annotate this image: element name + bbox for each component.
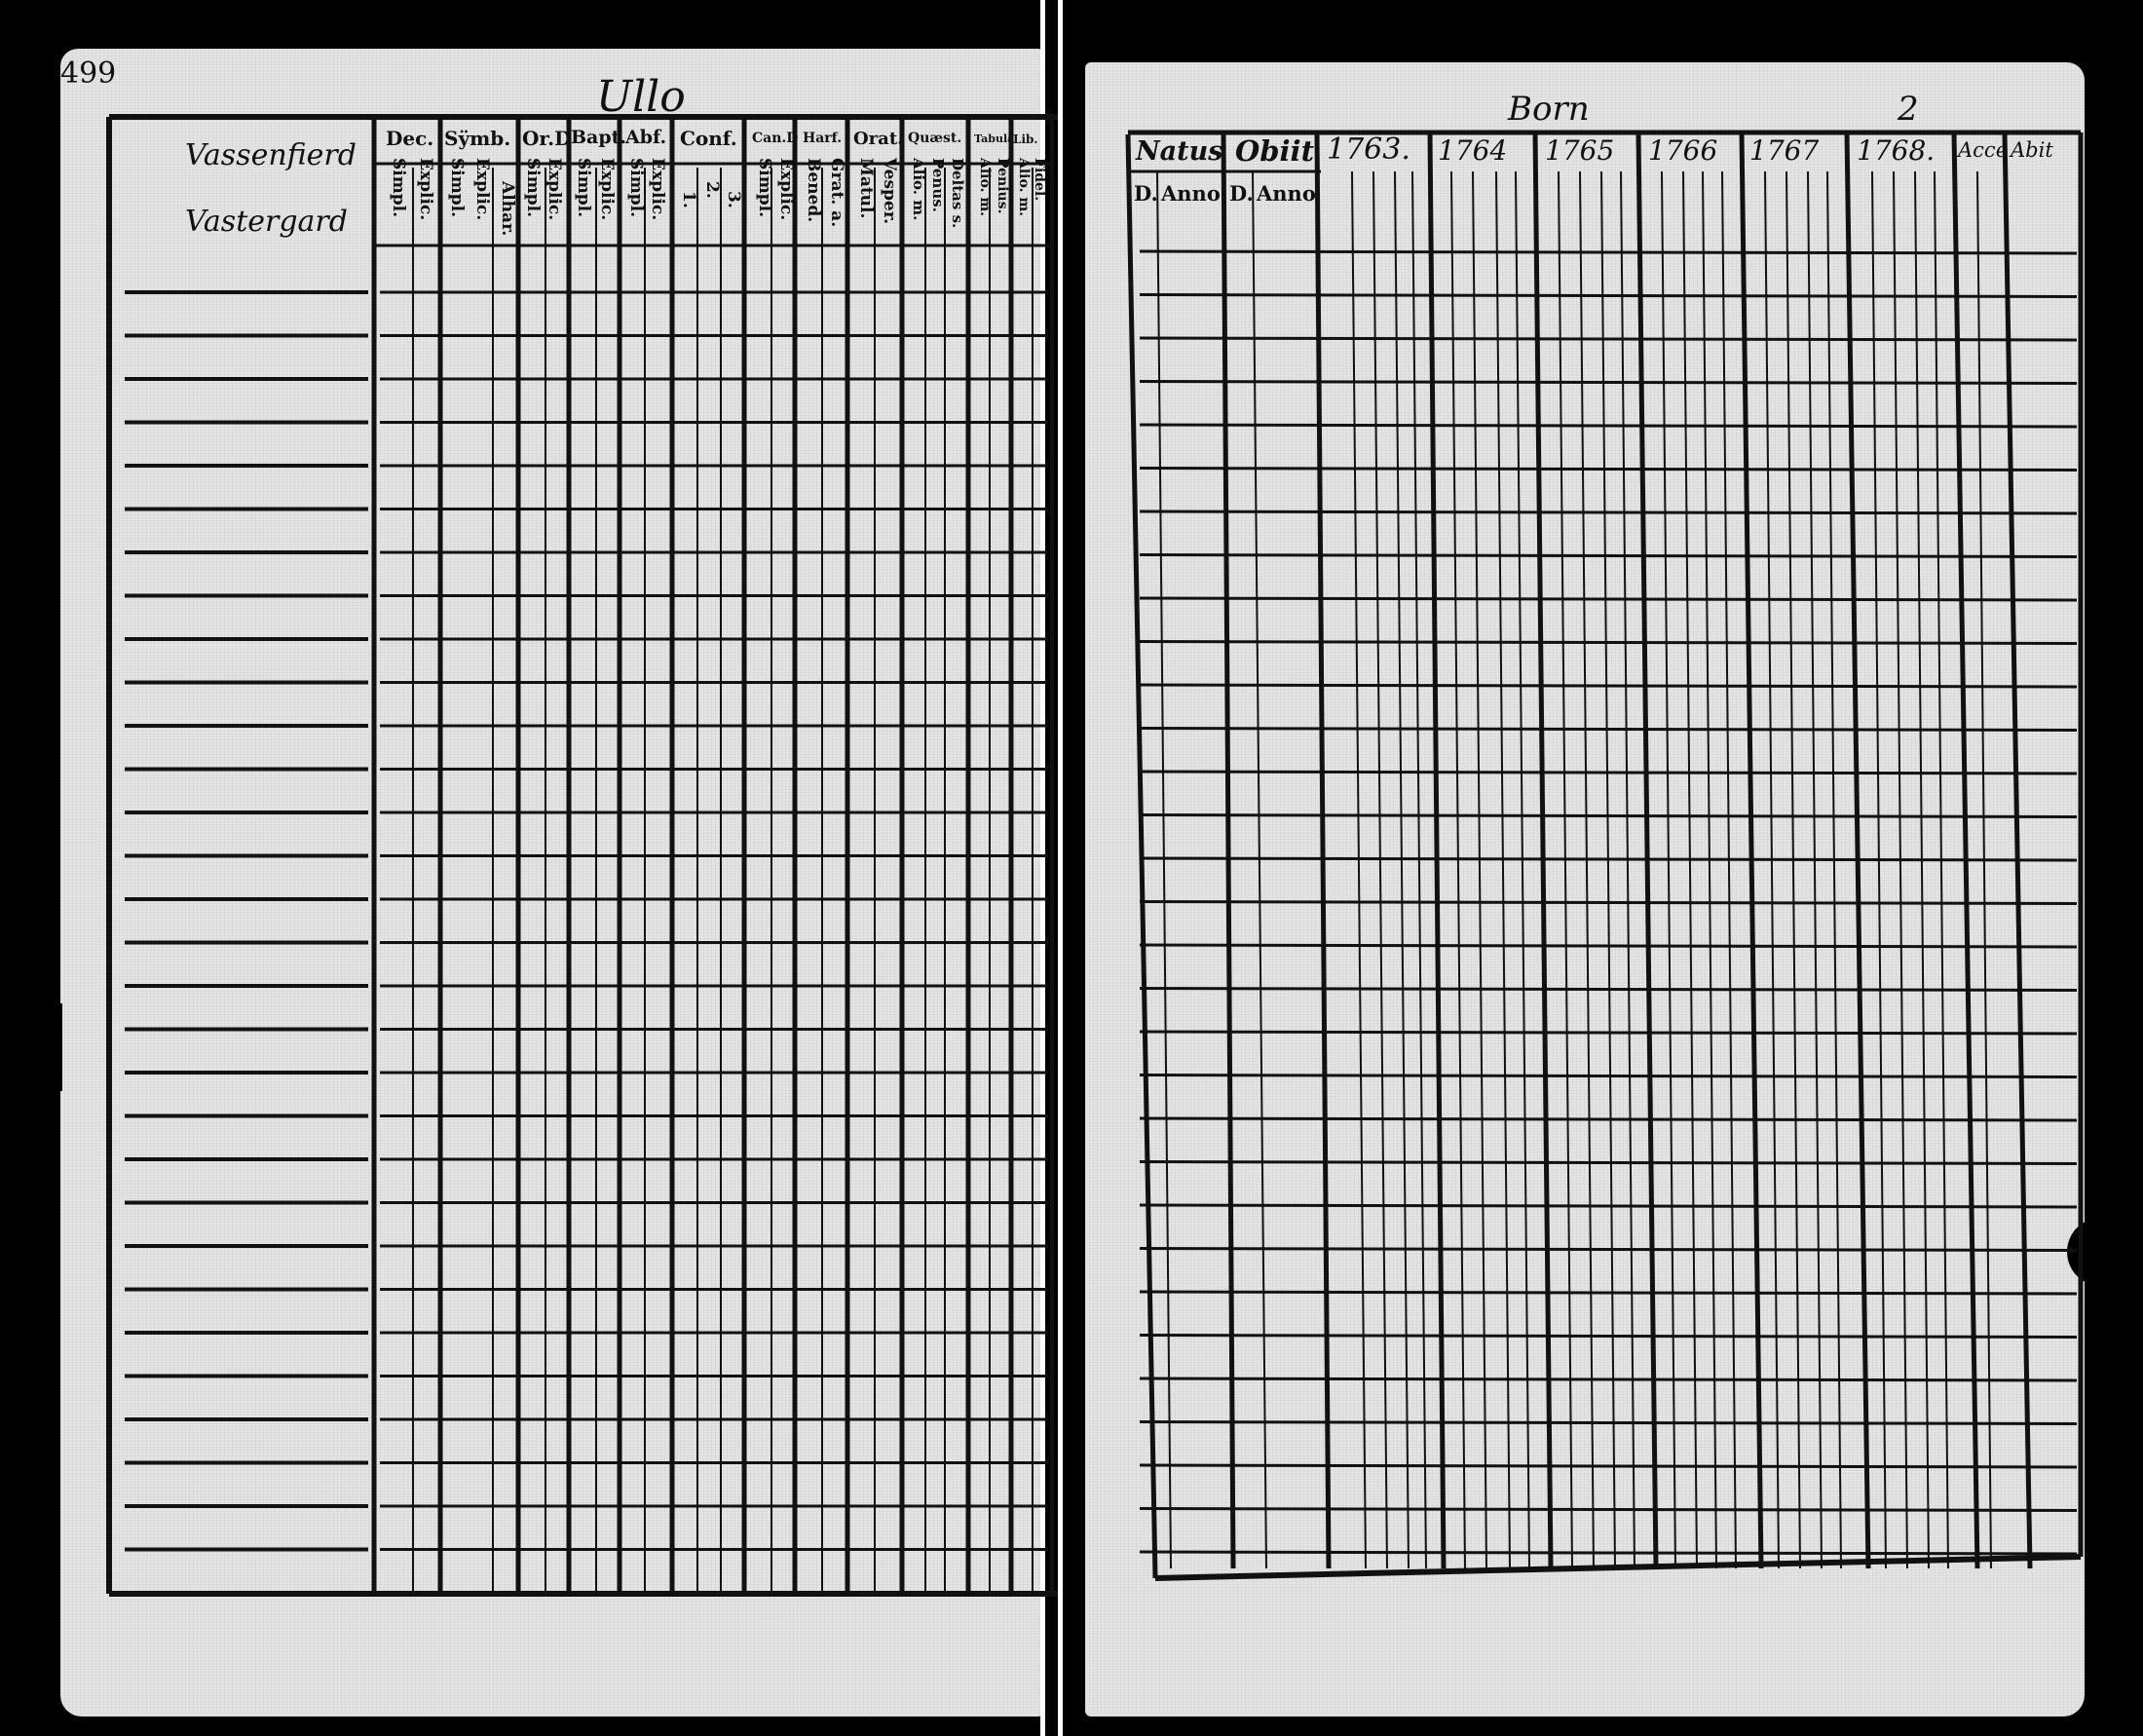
sub-label: 1.	[679, 191, 698, 208]
row-rule	[1140, 1336, 2077, 1338]
column-header: Or.D	[522, 127, 572, 150]
row-rule	[1140, 251, 2077, 253]
sub-label: Anno	[1161, 181, 1221, 206]
column-rule	[1847, 132, 1868, 1568]
row-rule	[1140, 382, 2077, 384]
sub-label: Alio. m.	[977, 158, 993, 217]
column-rule	[1317, 132, 1329, 1568]
column-rule-minor	[1683, 171, 1697, 1568]
column-header: Dec.	[386, 127, 434, 150]
row-rule	[1140, 1118, 2077, 1120]
row-rule	[1140, 902, 2077, 904]
column-header: 1764	[1438, 134, 1508, 167]
row-rule	[1140, 945, 2077, 947]
header-handwriting: Born	[1508, 90, 1590, 129]
column-rule-minor	[1722, 171, 1736, 1568]
column-header: Conf.	[680, 127, 737, 150]
sub-label: Simpl.	[447, 158, 467, 217]
sub-label: Simpl.	[389, 158, 408, 217]
column-header: 1768.	[1857, 134, 1936, 167]
column-header: Natus	[1136, 136, 1223, 167]
column-rule	[1742, 132, 1761, 1568]
header-handwriting: Ullo	[596, 72, 686, 122]
column-header: Tabula	[974, 132, 1015, 145]
column-rule	[2005, 132, 2030, 1568]
sub-label: Simpl.	[523, 158, 543, 217]
sub-label: Explic.	[648, 158, 667, 221]
column-header: Can.D	[752, 131, 799, 146]
column-header: Abf.	[625, 127, 667, 148]
row-rule	[1140, 425, 2077, 427]
column-rule	[1954, 132, 1977, 1568]
column-rule-minor	[1935, 171, 1948, 1568]
row-rule	[1140, 1509, 2077, 1511]
sub-label: D.	[1229, 181, 1254, 206]
column-header: Bapt.	[571, 127, 627, 148]
place-name: Vassenfierd	[185, 138, 357, 172]
sub-label: Explic.	[416, 158, 435, 221]
sub-label: Fidel.	[1032, 158, 1047, 202]
place-name: Vastergard	[185, 205, 348, 239]
sub-label: Simpl.	[755, 158, 774, 217]
row-rule	[1140, 989, 2077, 991]
column-header: Lib.	[1013, 132, 1038, 146]
page-number: 499	[60, 57, 117, 91]
row-rule	[1140, 729, 2077, 731]
sub-label: Deltas s.	[949, 158, 966, 229]
row-rule	[1140, 1465, 2077, 1467]
column-header: Abit	[2011, 138, 2053, 162]
sub-label: Anno	[1257, 181, 1316, 206]
column-header: 1763.	[1327, 132, 1410, 167]
column-header: Orat.	[853, 129, 904, 149]
row-rule	[1140, 1162, 2077, 1164]
sub-label: Simpl.	[574, 158, 593, 217]
sub-label: Penius.	[995, 158, 1010, 214]
column-header: Quæst.	[908, 131, 962, 146]
sub-label: Bened.	[804, 158, 823, 223]
column-header: Sÿmb.	[444, 127, 511, 150]
row-rule	[1140, 1378, 2077, 1380]
corner-mark: 2	[1898, 90, 1919, 129]
sub-label: Vesper.	[880, 158, 899, 225]
row-rule	[1140, 815, 2077, 817]
table-border	[1155, 1557, 2081, 1578]
sub-label: Explic.	[545, 158, 564, 221]
sub-label: Penus.	[929, 158, 947, 212]
column-header: Acce	[1958, 138, 2009, 162]
row-rule	[1140, 1422, 2077, 1424]
row-rule	[1140, 1552, 2077, 1554]
row-rule	[1140, 511, 2077, 513]
sub-label: Alio. m.	[910, 158, 927, 221]
column-header: 1767	[1749, 134, 1820, 167]
sub-label: 2.	[702, 181, 722, 199]
sub-label: Explic.	[472, 158, 492, 221]
column-rule-minor	[1703, 171, 1716, 1568]
column-rule-minor	[1872, 171, 1886, 1568]
column-rule	[1430, 132, 1444, 1568]
column-header: 1765	[1545, 134, 1615, 167]
column-rule	[1223, 132, 1233, 1568]
row-rule	[1140, 598, 2077, 600]
row-rule	[1140, 1205, 2077, 1207]
row-rule	[1140, 1032, 2077, 1034]
sub-label: Matul.	[856, 158, 876, 219]
table-border	[1128, 134, 1155, 1578]
row-rule	[1140, 295, 2077, 297]
sub-label: Alio. m.	[1016, 158, 1032, 217]
row-rule	[1140, 1076, 2077, 1077]
column-rule-minor	[1808, 171, 1822, 1568]
column-rule-minor	[1786, 171, 1800, 1568]
sub-label: Explic.	[597, 158, 617, 221]
column-rule	[1638, 132, 1656, 1568]
row-rule	[1140, 338, 2077, 340]
row-rule	[1140, 469, 2077, 471]
row-rule	[1140, 685, 2077, 687]
column-header: Obiit	[1235, 134, 1314, 168]
column-header: 1766	[1648, 134, 1718, 167]
row-rule	[1140, 555, 2077, 557]
column-header: Harf.	[803, 131, 843, 146]
column-rule-minor	[1915, 171, 1929, 1568]
column-rule	[1535, 132, 1551, 1568]
column-rule-minor	[1765, 171, 1779, 1568]
column-rule-minor	[1977, 171, 1991, 1568]
sub-label: Alhar.	[498, 181, 517, 237]
column-rule-minor	[1827, 171, 1841, 1568]
column-rule-minor	[1894, 171, 1907, 1568]
column-rule-minor	[1662, 171, 1675, 1568]
row-rule	[1140, 642, 2077, 644]
sub-label: Simpl.	[626, 158, 646, 217]
row-rule	[1140, 858, 2077, 860]
row-rule	[1140, 1249, 2077, 1251]
row-rule	[1140, 772, 2077, 774]
sub-label: 3.	[724, 191, 743, 208]
sub-label: Grat. a.	[827, 158, 846, 228]
row-rule	[1140, 1292, 2077, 1294]
sub-label: Explic.	[776, 158, 796, 221]
sub-label: D.	[1134, 181, 1158, 206]
